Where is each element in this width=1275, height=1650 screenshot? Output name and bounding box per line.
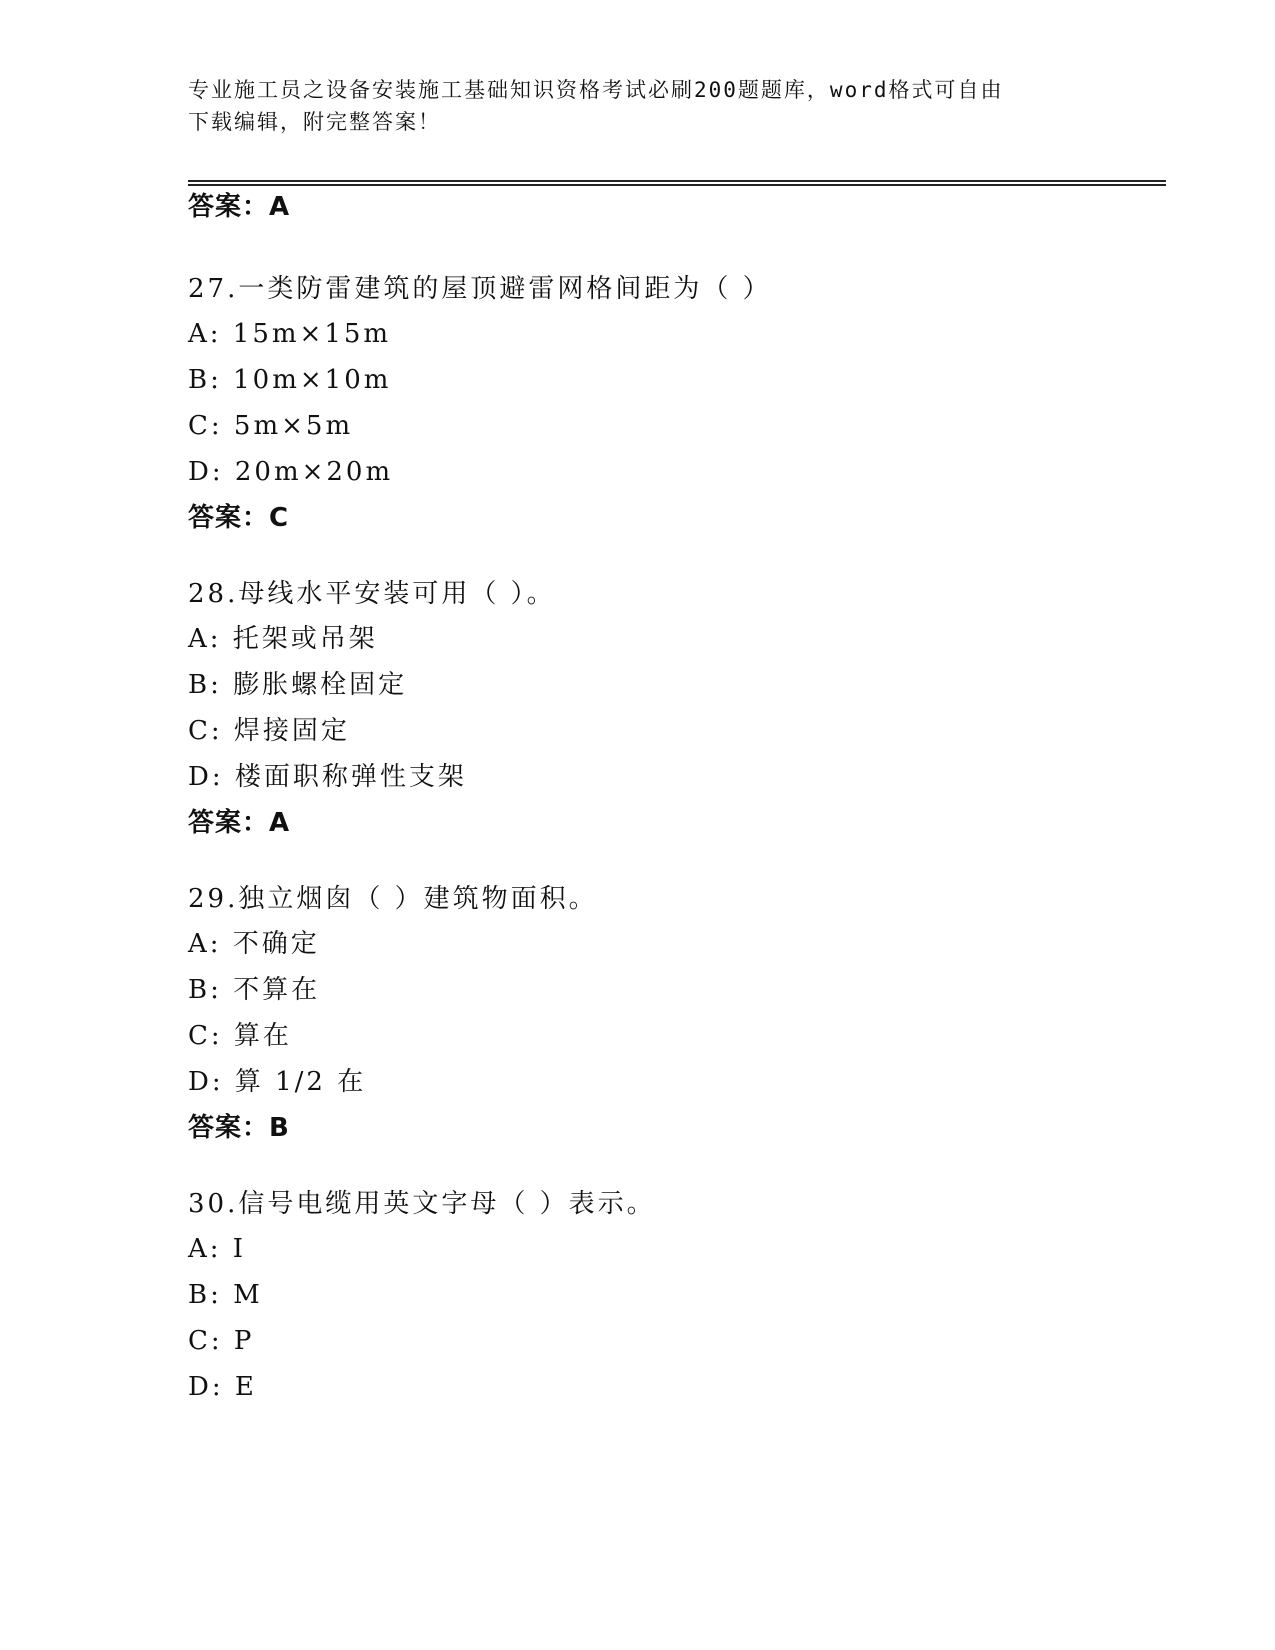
option-a: A: 托架或吊架 bbox=[188, 624, 378, 654]
previous-answer: 答案：A bbox=[188, 192, 291, 222]
option-b: B: M bbox=[188, 1280, 263, 1310]
option-c: C: 焊接固定 bbox=[188, 716, 350, 746]
header-divider bbox=[188, 180, 1166, 186]
option-d: D: 算 1/2 在 bbox=[188, 1067, 367, 1097]
option-d: D: 楼面职称弹性支架 bbox=[188, 762, 467, 792]
question-29 bbox=[188, 882, 1168, 1145]
option-b: B: 不算在 bbox=[188, 975, 321, 1005]
option-a: A: 不确定 bbox=[188, 929, 320, 959]
option-d: D: 20m×20m bbox=[188, 457, 394, 487]
option-c: C: 5m×5m bbox=[188, 411, 354, 441]
question-30 bbox=[188, 1187, 1168, 1416]
question-stem: 29.独立烟囱（ ）建筑物面积。 bbox=[188, 884, 598, 914]
option-a: A: I bbox=[188, 1234, 247, 1264]
question-28 bbox=[188, 577, 1168, 840]
answer-line: 答案：B bbox=[188, 1113, 290, 1143]
answer-line: 答案：A bbox=[188, 808, 291, 838]
question-27 bbox=[188, 272, 1168, 535]
option-c: C: P bbox=[188, 1326, 255, 1356]
question-stem: 28.母线水平安装可用（ ）。 bbox=[188, 579, 556, 609]
document-header-note: 专业施工员之设备安装施工基础知识资格考试必刷200题题库，word格式可自由 下载编辑，附完整答案！ bbox=[188, 78, 1004, 134]
option-a: A: 15m×15m bbox=[188, 319, 392, 349]
option-d: D: E bbox=[188, 1372, 257, 1402]
question-stem: 27.一类防雷建筑的屋顶避雷网格间距为（ ） bbox=[188, 274, 772, 304]
question-stem: 30.信号电缆用英文字母（ ）表示。 bbox=[188, 1189, 656, 1219]
option-b: B: 10m×10m bbox=[188, 365, 392, 395]
answer-line: 答案：C bbox=[188, 503, 290, 533]
option-c: C: 算在 bbox=[188, 1021, 292, 1051]
option-b: B: 膨胀螺栓固定 bbox=[188, 670, 408, 700]
